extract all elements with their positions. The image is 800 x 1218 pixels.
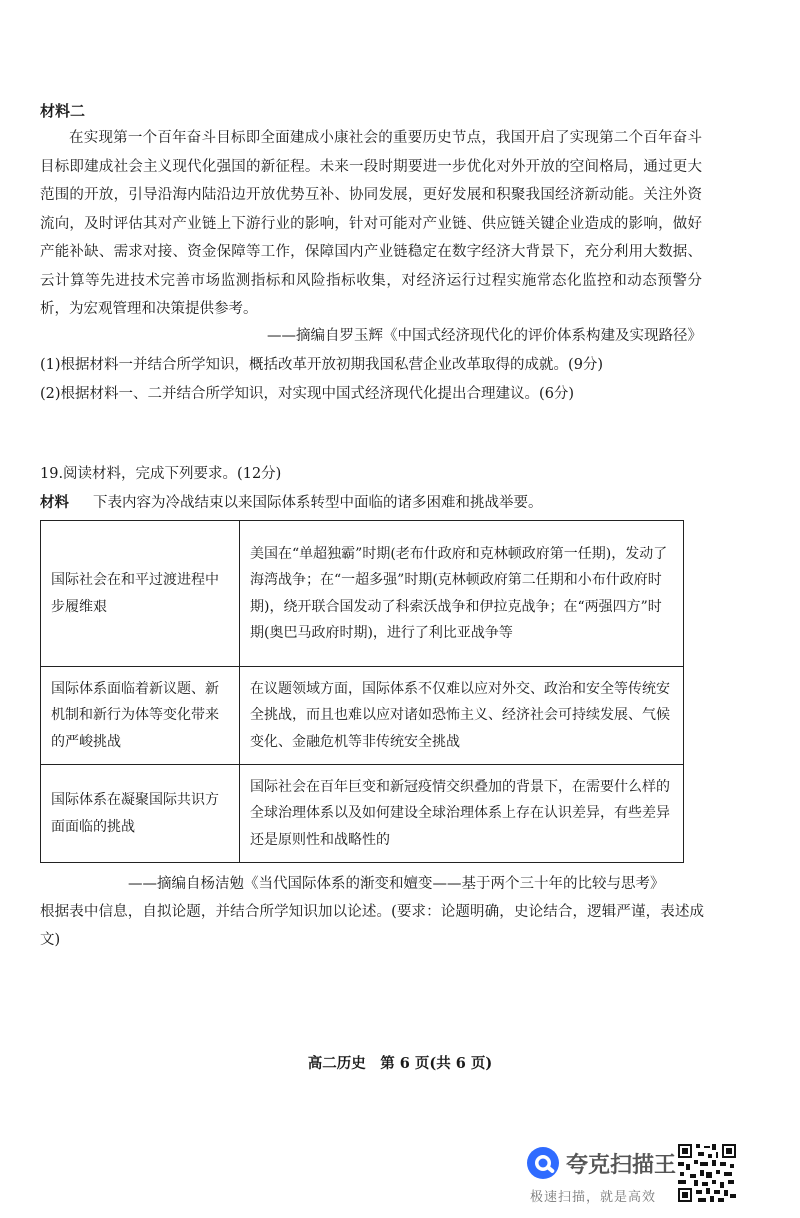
table-cell-challenge: 国际体系面临着新议题、新机制和新行为体等变化带来的严峻挑战: [41, 667, 240, 765]
question-19-title: 19.阅读材料，完成下列要求。(12分): [40, 466, 282, 482]
quark-logo-icon: [526, 1146, 560, 1180]
material-two-heading: 材料二: [40, 102, 86, 120]
table-cell-detail: 美国在“单超独霸”时期(老布什政府和克林顿政府第一任期)，发动了海湾战争；在“一超多强”时期(克林顿政府第二任期和小布什政府时期)，绕开联合国发动了科索沃战争和伊拉克战争；在“两强四方”时期(奥巴马政府时期)，进行了利比亚战争等: [240, 521, 684, 667]
question-18-part-1: (1)根据材料一并结合所学知识，概括改革开放初期我国私营企业改革取得的成就。(9分): [40, 357, 604, 373]
material-two-paragraph: 在实现第一个百年奋斗目标即全面建成小康社会的重要历史节点，我国开启了实现第二个百年奋斗目标即建成社会主义现代化强国的新征程。未来一段时期要进一步优化对外开放的空间格局，通过更大范围的开放，引导沿海内陆沿边开放优势互补、协同发展，更好发展和积聚我国经济新动能。关注外资流向，及时评估其对产业链上下游行业的影响，针对可能对产业链、供应链关键企业造成的影响，做好产能补缺、需求对接、资金保障等工作，保障国内产业链稳定在数字经济大背景下，充分利用大数据、云计算等先进技术完善市场监测指标和风险指标收集，对经济运行过程实施常态化监控和动态预警分析，为宏观管理和决策提供参考。: [40, 130, 702, 317]
question-19-source: ——摘编自杨洁勉《当代国际体系的渐变和嬗变——基于两个三十年的比较与思考》: [128, 876, 665, 892]
table-cell-challenge: 国际体系在凝聚国际共识方面面临的挑战: [41, 765, 240, 863]
watermark-slogan: 极速扫描，就是高效: [530, 1190, 657, 1205]
qr-code-icon: [676, 1142, 738, 1204]
question-19-instruction: 根据表中信息，自拟论题，并结合所学知识加以论述。(要求：论题明确，史论结合，逻辑严谨，表述成文): [40, 904, 704, 948]
question-18-part-2: (2)根据材料一、二并结合所学知识，对实现中国式经济现代化提出合理建议。(6分): [40, 386, 575, 402]
table-row: [41, 765, 684, 863]
material-label: 材料: [40, 494, 69, 511]
material-intro: 下表内容为冷战结束以来国际体系转型中面临的诸多困难和挑战举要。: [93, 495, 543, 511]
table-cell-detail: 在议题领域方面，国际体系不仅难以应对外交、政治和安全等传统安全挑战，而且也难以应对诸如恐怖主义、经济社会可持续发展、气候变化、金融危机等非传统安全挑战: [240, 667, 684, 765]
table-cell-detail: 国际社会在百年巨变和新冠疫情交织叠加的背景下，在需要什么样的全球治理体系以及如何建设全球治理体系上存在认识差异，有些差异还是原则性和战略性的: [240, 765, 684, 863]
material-two-source: ——摘编自罗玉辉《中国式经济现代化的评价体系构建及实现路径》: [267, 328, 702, 344]
table-row: [41, 521, 684, 667]
question-19-material: [40, 491, 543, 512]
table-row: [41, 667, 684, 765]
page-footer: 高二历史 第 6 页(共 6 页): [307, 1055, 493, 1072]
challenges-table: [40, 520, 684, 863]
table-cell-challenge: 国际社会在和平过渡进程中步履维艰: [41, 521, 240, 667]
watermark-name: 夸克扫描王: [566, 1153, 677, 1178]
